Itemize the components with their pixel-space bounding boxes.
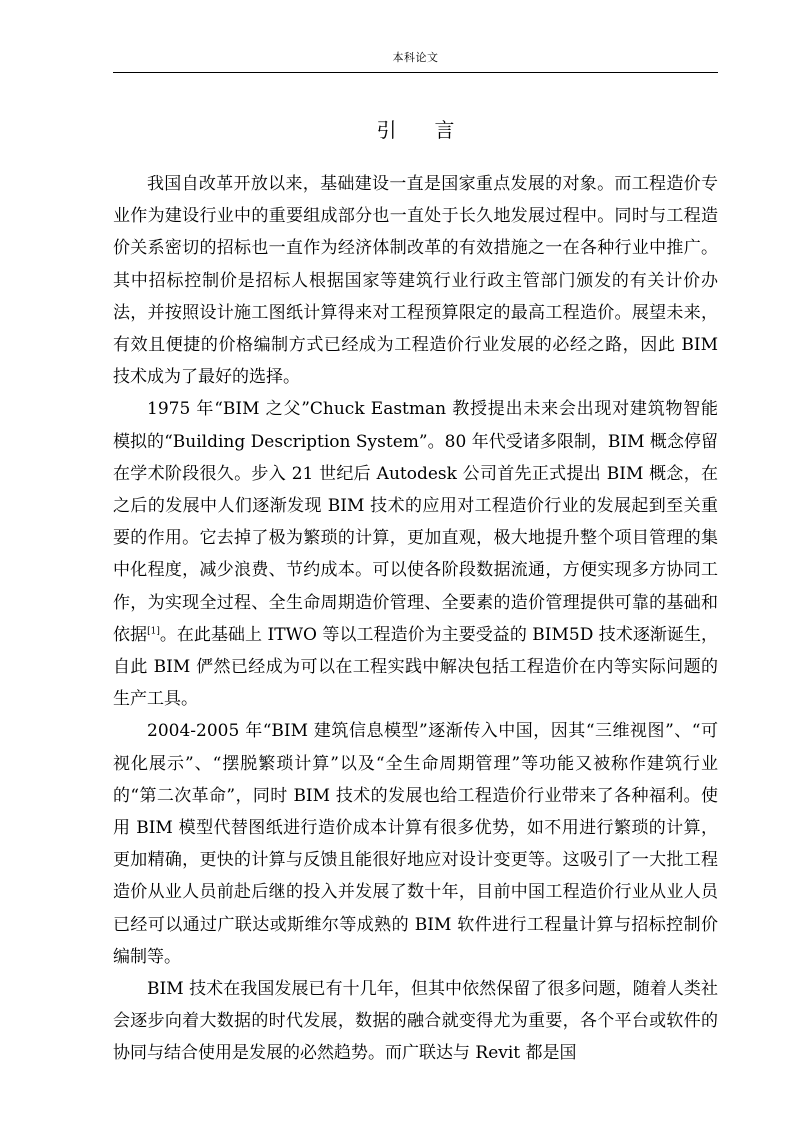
header-rule [113, 72, 718, 73]
paragraph-2-text-after-ref: 。在此基础上 ITWO 等以工程造价为主要受益的 BIM5D 技术逐渐诞生，自此 BIM 俨然已经成为可以在工程实践中解决包括工程造价在内等实际问题的生产工具。 [113, 624, 719, 710]
section-title: 引言 [376, 118, 493, 142]
paragraph-2-text-before-ref: 1975 年“BIM 之父”Chuck Eastman 教授提出未来会出现对建筑物智能模拟的“Building Description System”。80 年代受诸多限制，BIM 概念停留在学术阶段很久。步入 21 世纪后 Autodesk 公司首先正式提出 BIM 概念，在之后的发展中人们逐渐发现 BIM 技术的应用对工程造价行业的发展起到至关重要的作用。它去掉了极为繁琐的计算，更加直观，极大地提升整个项目管理的集中化程度，减少浪费、节约成本。可以使各阶段数据流通，方便实现多方协同工作，为实现全过程、全生命周期造价管理、全要素的造价管理提供可靠的基础和依据 [113, 399, 718, 645]
paragraph-1: 我国自改革开放以来，基础建设一直是国家重点发展的对象。而工程造价专业作为建设行业中的重要组成部分也一直处于长久地发展过程中。同时与工程造价关系密切的招标也一直作为经济体制改革的有效措施之一在各种行业中推广。其中招标控制价是招标人根据国家等建筑行业行政主管部门颁发的有关计价办法，并按照设计施工图纸计算得来对工程预算限定的最高工程造价。展望未来，有效且便捷的价格编制方式已经成为工程造价行业发展的必经之路，因此 BIM 技术成为了最好的选择。 [113, 174, 718, 388]
paragraph-2 [113, 393, 718, 715]
citation-ref[interactable]: [1] [147, 626, 160, 637]
paragraph-4: BIM 技术在我国发展已有十几年，但其中依然保留了很多问题，随着人类社会逐步向着大数据的时代发展，数据的融合就变得尤为重要，各个平台或软件的协同与结合使用是发展的必然趋势。而广联达与 Revit 都是国 [113, 979, 718, 1064]
running-header: 本科论文 [392, 51, 439, 64]
paragraph-3: 2004-2005 年“BIM 建筑信息模型”逐渐传入中国，因其“三维视图”、“可视化展示”、“摆脱繁琐计算”以及“全生命周期管理”等功能又被称作建筑行业的“第二次革命”，同时 BIM 技术的发展也给工程造价行业带来了各种福利。使用 BIM 模型代替图纸进行造价成本计算有很多优势，如不用进行繁琐的计算，更加精确，更快的计算与反馈且能很好地应对设计变更等。这吸引了一大批工程造价从业人员前赴后继的投入并发展了数十年，目前中国工程造价行业从业人员已经可以通过广联达或斯维尔等成熟的 BIM 软件进行工程量计算与招标控制价编制等。 [113, 721, 718, 967]
body-text [113, 168, 718, 1070]
